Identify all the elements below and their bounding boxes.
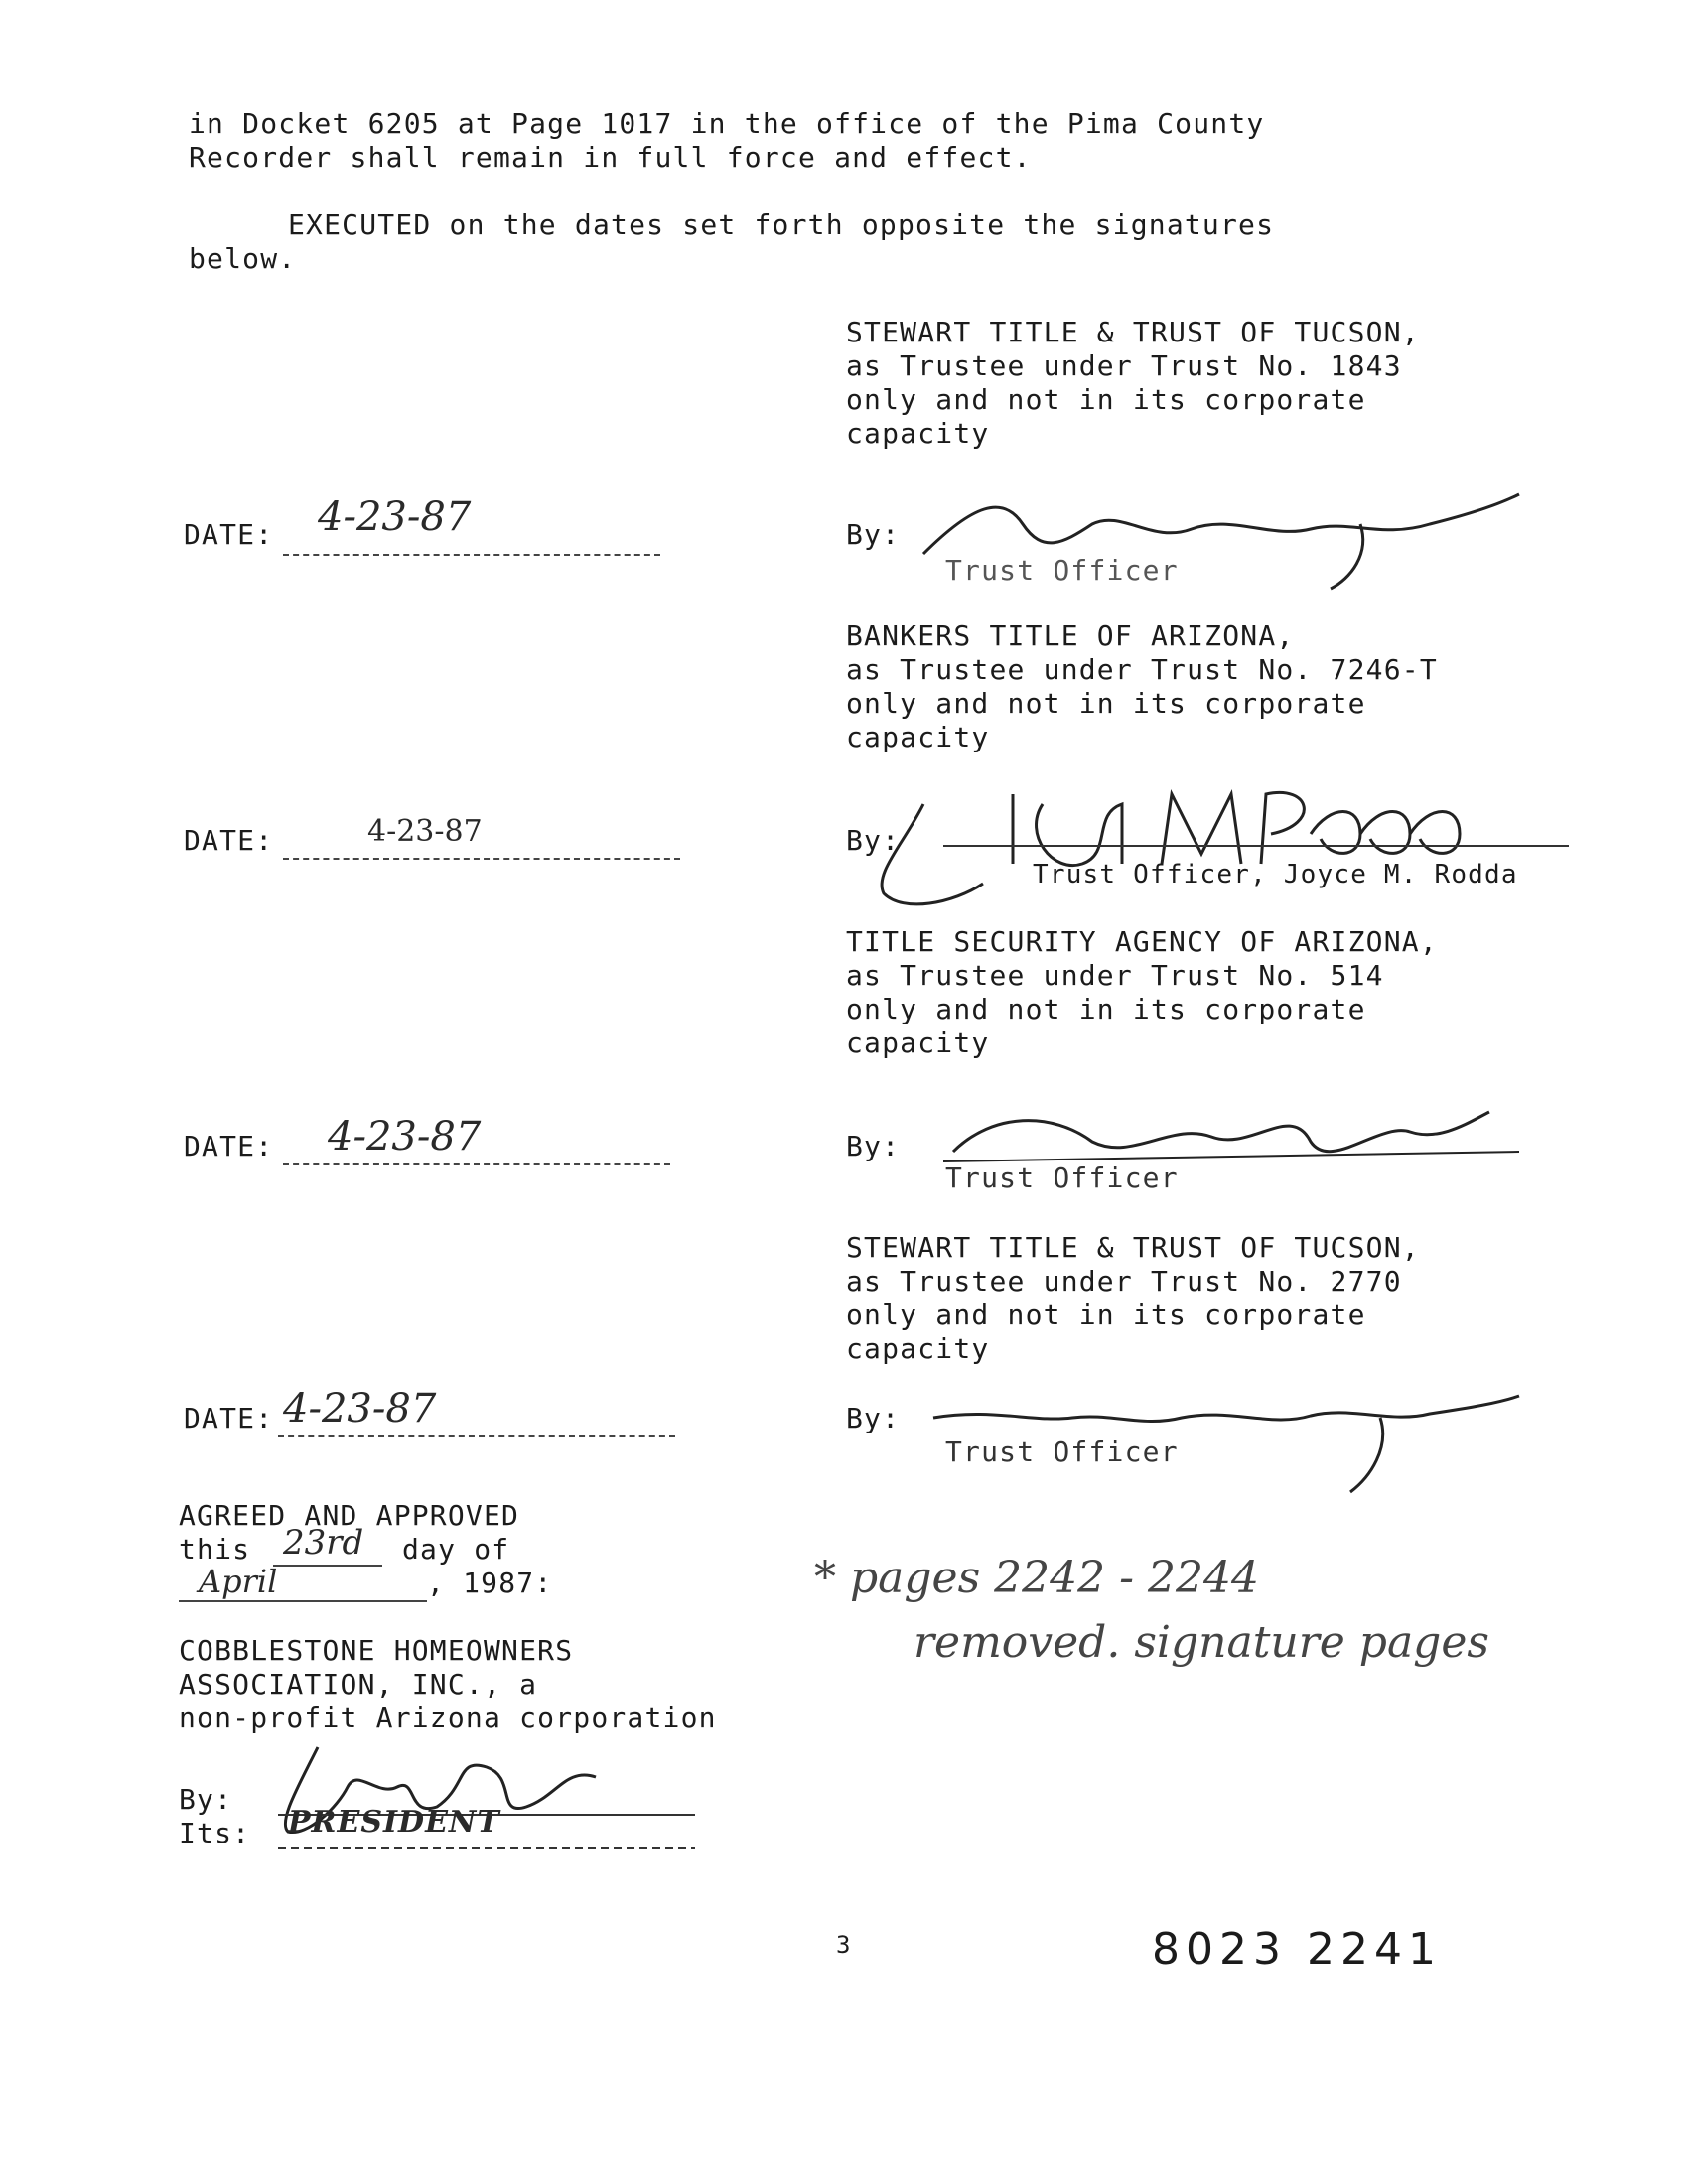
executed-line-1: EXECUTED on the dates set forth opposite the signatures [288, 208, 1275, 241]
annotation-line-2: removed. signature pages [914, 1617, 1489, 1668]
date-line-1 [283, 554, 660, 556]
page-number: 3 [836, 1931, 852, 1959]
trustee-3-line-1: TITLE SECURITY AGENCY OF ARIZONA, [846, 925, 1438, 958]
approval-day-of: day of [402, 1533, 510, 1566]
approval-this-label: this [179, 1533, 251, 1566]
association-line-2: ASSOCIATION, INC., a [179, 1668, 538, 1701]
trustee-4-line-1: STEWART TITLE & TRUST OF TUCSON, [846, 1231, 1420, 1264]
officer-title-2: Trust Officer, Joyce M. Rodda [1033, 860, 1518, 889]
officer-title-4: Trust Officer [945, 1435, 1179, 1468]
trustee-1-line-2: as Trustee under Trust No. 1843 [846, 349, 1402, 382]
date-value-1: 4-23-87 [318, 494, 472, 540]
date-label-3: DATE: [184, 1130, 274, 1162]
intro-line-2: Recorder shall remain in full force and effect. [189, 141, 1032, 174]
trust-officer-signature-2 [864, 764, 1579, 923]
officer-title-1: Trust Officer [945, 554, 1179, 587]
trustee-3-line-3: only and not in its corporate [846, 993, 1366, 1025]
annotation-line-1: * pages 2242 - 2244 [814, 1553, 1259, 1603]
intro-line-1: in Docket 6205 at Page 1017 in the office of the Pima County [189, 107, 1265, 140]
date-line-4 [278, 1435, 675, 1437]
by-label-3: By: [846, 1130, 901, 1162]
approval-heading: AGREED AND APPROVED [179, 1499, 520, 1532]
approval-day-value: 23rd [283, 1523, 364, 1563]
trustee-1-line-4: capacity [846, 417, 990, 450]
trustee-3-line-2: as Trustee under Trust No. 514 [846, 959, 1384, 992]
approval-day-line [273, 1565, 382, 1567]
trustee-2-line-3: only and not in its corporate [846, 687, 1366, 720]
date-line-2 [283, 858, 680, 860]
trustee-3-line-4: capacity [846, 1026, 990, 1059]
date-value-4: 4-23-87 [283, 1386, 437, 1432]
trustee-2-line-1: BANKERS TITLE OF ARIZONA, [846, 619, 1295, 652]
officer-title-3: Trust Officer [945, 1161, 1179, 1194]
executed-line-2: below. [189, 242, 297, 275]
record-number: 8023 2241 [1152, 1924, 1442, 1975]
approval-its-label: Its: [179, 1817, 251, 1849]
association-line-1: COBBLESTONE HOMEOWNERS [179, 1634, 574, 1667]
by-label-4: By: [846, 1402, 901, 1434]
date-label-4: DATE: [184, 1402, 274, 1434]
trustee-1-line-1: STEWART TITLE & TRUST OF TUCSON, [846, 316, 1420, 348]
date-label-2: DATE: [184, 824, 274, 857]
approval-month-value: April [199, 1563, 278, 1600]
trustee-2-line-2: as Trustee under Trust No. 7246-T [846, 653, 1438, 686]
date-label-1: DATE: [184, 518, 274, 551]
trustee-4-line-4: capacity [846, 1332, 990, 1365]
approval-month-line [179, 1600, 427, 1602]
date-value-2: 4-23-87 [367, 814, 483, 849]
by-label-1: By: [846, 518, 901, 551]
trustee-4-line-2: as Trustee under Trust No. 2770 [846, 1265, 1402, 1297]
association-line-3: non-profit Arizona corporation [179, 1702, 717, 1734]
trustee-4-line-3: only and not in its corporate [846, 1298, 1366, 1331]
trustee-2-line-4: capacity [846, 721, 990, 753]
approval-its-value: PRESIDENT [288, 1805, 500, 1840]
date-line-3 [283, 1163, 670, 1165]
by-label-2: By: [846, 824, 901, 857]
date-value-3: 4-23-87 [328, 1114, 482, 1160]
trustee-1-line-3: only and not in its corporate [846, 383, 1366, 416]
approval-by-label: By: [179, 1783, 233, 1816]
approval-year: , 1987: [427, 1567, 553, 1599]
